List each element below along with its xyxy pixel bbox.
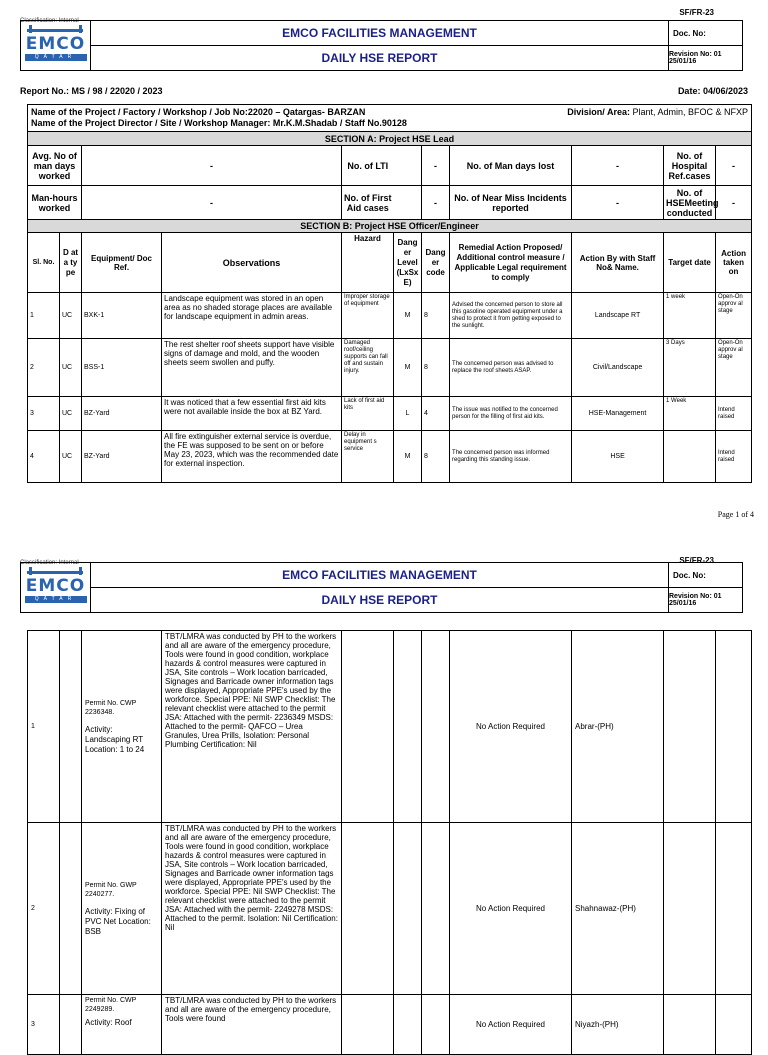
col-action-taken: Action taken on bbox=[716, 233, 752, 293]
table-row: 3 UC BZ-Yard It was noticed that a few essential first aid kits were not available inside the box at BZ Yard. Lack of first aid kits L 4 The issue was notified to the concerned person for the filling of first aid kits. HSE-Management 1 Week Intend raised bbox=[28, 397, 752, 431]
table-row: 3 Permit No. CWP 2249289. Activity: Roof TBT/LMRA was conducted by PH to the workers and all are aware of the emergency procedure, Tools were found No Action Required Niyazh-(PH) bbox=[28, 995, 752, 1055]
emco-logo-icon: EMCO QATAR bbox=[25, 23, 87, 63]
activity: Activity: Roof bbox=[85, 1018, 132, 1027]
table-row: 2 Permit No. GWP 2240277. Activity: Fixing of PVC Net Location: BSB TBT/LMRA was conducted by PH to the workers and all are aware of the emergency procedure, Tools were found in good condition, workplace hazards & control measures were captured in JSA, Site controls – Work location barricaded, Signages and Barricade owner information tags were displayed, Appropriate PPE's used by the workforce. Special PPE: Nil SWP Checklist: The relevant checklist were attached to the permit JSA: Attached with the permit- 2249278 MSDS: Attached to the permit. Isolation: Nil Certification: Nil No Action Required Shahnawaz-(PH) bbox=[28, 823, 752, 995]
report-header bbox=[20, 562, 743, 613]
permit-number: Permit No. CWP 2236348. bbox=[85, 699, 137, 716]
observation-text: TBT/LMRA was conducted by PH to the workers and all are aware of the emergency procedure, Tools were found in good condition, workplace hazards & control measures were captured in JSA, Site controls – Work location barricaded, Signages and Barricade owner information tags were displayed, Appropriate PPE's used by the workforce. Special PPE: Nil SWP Checklist: The relevant checklist were attached to the permit JSA: Attached with the permit- 2236349 MSDS: Attached to the permit- QAFCO – Urea Granules, Urea Prills, Isolation: Personal Plumbing Certification: Nil bbox=[162, 631, 342, 823]
col-hazard: Hazard bbox=[342, 233, 394, 293]
action-by: Abrar-(PH) bbox=[572, 631, 664, 823]
activity: Activity: Fixing of PVC Net Location: BSB bbox=[85, 906, 151, 936]
division-label: Division/ Area: bbox=[567, 107, 630, 117]
near-miss-value: - bbox=[572, 186, 664, 220]
action-by: Shahnawaz-(PH) bbox=[572, 823, 664, 995]
col-equipment: Equipment/ Doc Ref. bbox=[82, 233, 162, 293]
report-number: Report No.: MS / 98 / 22020 / 2023 bbox=[20, 86, 163, 96]
company-logo bbox=[21, 21, 91, 71]
permit-observations-table bbox=[27, 630, 752, 1055]
company-name: EMCO FACILITIES MANAGEMENT bbox=[91, 21, 669, 46]
hse-meeting-label: No. of HSEMeeting conducted bbox=[664, 186, 716, 220]
avg-man-days-value: - bbox=[82, 146, 342, 186]
emco-logo-icon: EMCO QATAR bbox=[25, 565, 87, 605]
doc-no-label: Doc. No: bbox=[669, 563, 743, 588]
division-value: Plant, Admin, BFOC & NFXP bbox=[632, 107, 749, 117]
col-action-by: Action By with Staff No& Name. bbox=[572, 233, 664, 293]
man-hours-label: Man-hours worked bbox=[28, 186, 82, 220]
revision-number: Revision No: 01 25/01/16 bbox=[669, 46, 743, 71]
man-days-lost-label: No. of Man days lost bbox=[450, 146, 572, 186]
col-remedial: Remedial Action Proposed/ Additional control measure / Applicable Legal requirement to comply bbox=[450, 233, 572, 293]
action-by: Niyazh-(PH) bbox=[572, 995, 664, 1055]
table-row: 1 UC BXK-1 Landscape equipment was stored in an open area as no shaded storage places are available for landscape equipment in admin areas. Improper storage of equipment M 8 Advised the concerned person to store all this gasoline operated equipment under a shed to protect it from getting exposed to the sunlight. Landscape RT 1 week Open-On approv al stage bbox=[28, 293, 752, 339]
company-name: EMCO FACILITIES MANAGEMENT bbox=[91, 563, 669, 588]
project-info bbox=[28, 105, 450, 132]
section-b-title: SECTION B: Project HSE Officer/Engineer bbox=[28, 220, 752, 233]
remedial-action: No Action Required bbox=[450, 995, 572, 1055]
col-danger-level: Dang er Level (LxSx E) bbox=[394, 233, 422, 293]
division-area bbox=[450, 105, 752, 132]
near-miss-label: No. of Near Miss Incidents reported bbox=[450, 186, 572, 220]
page-number: Page 1 of 4 bbox=[717, 510, 754, 519]
activity: Activity: Landscaping RT Location: 1 to 24 bbox=[85, 724, 145, 754]
table-row: 1 Permit No. CWP 2236348. Activity: Landscaping RT Location: 1 to 24 TBT/LMRA was conducted by PH to the workers and all are aware of the emergency procedure, Tools were found in good condition, workplace hazards & control measures were captured in JSA, Site controls – Work location barricaded, Signages and Barricade owner information tags were displayed, Appropriate PPE's used by the workforce. Special PPE: Nil SWP Checklist: The relevant checklist were attached to the permit JSA: Attached with the permit- 2236349 MSDS: Attached to the permit- QAFCO – Urea Granules, Urea Prills, Isolation: Personal Plumbing Certification: Nil No Action Required Abrar-(PH) bbox=[28, 631, 752, 823]
remedial-action: No Action Required bbox=[450, 823, 572, 995]
report-title: DAILY HSE REPORT bbox=[91, 588, 669, 613]
hse-meeting-value: - bbox=[716, 186, 752, 220]
classification-label: Classification: Internal bbox=[20, 18, 79, 24]
col-observations: Observations bbox=[162, 233, 342, 293]
project-director: Name of the Project Director / Site / Workshop Manager: Mr.K.M.Shadab / Staff No.90128 bbox=[31, 118, 407, 128]
observation-text: TBT/LMRA was conducted by PH to the workers and all are aware of the emergency procedure, Tools were found in good condition, workplace hazards & control measures were captured in JSA, Site controls – Work location barricaded, Signages and Barricade owner information tags were displayed, Appropriate PPE's used by the workforce. Special PPE: Nil SWP Checklist: The relevant checklist were attached to the permit JSA: Attached with the permit- 2249278 MSDS: Attached to the permit. Isolation: Nil Certification: Nil bbox=[162, 823, 342, 995]
report-date: Date: 04/06/2023 bbox=[677, 86, 748, 96]
remedial-action: No Action Required bbox=[450, 631, 572, 823]
permit-number: Permit No. GWP 2240277. bbox=[85, 881, 137, 898]
doc-no-label: Doc. No: bbox=[669, 21, 743, 46]
permit-number: Permit No. CWP 2249289. bbox=[85, 997, 137, 1013]
col-danger-code: Dang er code bbox=[422, 233, 450, 293]
report-title: DAILY HSE REPORT bbox=[91, 46, 669, 71]
hospital-value: - bbox=[716, 146, 752, 186]
first-aid-label: No. of First Aid cases bbox=[342, 186, 394, 220]
man-hours-value: - bbox=[82, 186, 342, 220]
classification-label: Classification: Internal bbox=[20, 560, 79, 566]
first-aid-value bbox=[394, 186, 422, 220]
section-a-title: SECTION A: Project HSE Lead bbox=[28, 132, 752, 146]
hse-report-table: Name of the Project / Factory / Workshop / Job No:22020 – Qatargas- BARZAN Name of the Project Director / Site / Workshop Manager: Mr.K.M.Shadab / Staff No.90128 Division/ Area: Plant, Admin, BFOC & NFXP SECTION A: Project HSE Lead Avg. No of man days worked - No. of LTI - No. of Man days lost - No. of Hospital Ref.cases - Man-hours worked - No. of First Aid cases - No. of Near Miss Incidents reported - No. of HSEMeeting conducted - SECTION B: Project HSE Officer/Engineer Sl. No. D at a ty pe Equipment/ Doc Ref. Observations Hazard Dang er Level (LxSx E) Dang er code Remedial Action Proposed/ Additional control measure / Applicable Legal requirement to comply Action By with Staff No& Name. Target date Action taken on 1 UC BXK-1 Landscape equipment was stored in an open area as no shaded storage places are available for landscape equipment in admin areas. Improper storage of equipment M 8 Advised the concerned person to store all this gasoline operated equipment under a shed to protect it from getting exposed to the sunlight. Landscape RT 1 week Open-On approv al stage 2 UC BSS-1 The rest shelter roof sheets support have visible signs of damage and mold, and the wooden sheets seem swollen and puffy. Damaged roof/ceiling supports can fall off and sustain injury. M 8 The concerned person was advised to replace the roof sheets ASAP. Civil/Landscape 3 Days Open-On approv al stage 3 UC BZ-Yard It was noticed that a few essential first aid kits were not available inside the box at BZ Yard. Lack of first aid kits L 4 The issue was notified to the concerned person for the filling of first aid kits. HSE-Management 1 Week Intend raised 4 UC BZ-Yard All fire extinguisher external service is overdue, the FE was supposed to be sent on or before May 23, 2023, which was the recommended date for external inspection. Delay in equipment s service M 8 The concerned person was informed regarding this standing issue. HSE Intend raised bbox=[27, 104, 752, 483]
report-info-line bbox=[20, 86, 748, 96]
lti-label: No. of LTI bbox=[342, 146, 394, 186]
col-sl-no: Sl. No. bbox=[28, 233, 60, 293]
avg-man-days-label: Avg. No of man days worked bbox=[28, 146, 82, 186]
form-code: SF/FR-23 bbox=[679, 8, 714, 17]
revision-number: Revision No: 01 25/01/16 bbox=[669, 588, 743, 613]
man-days-lost-value: - bbox=[572, 146, 664, 186]
table-row: 4 UC BZ-Yard All fire extinguisher external service is overdue, the FE was supposed to be sent on or before May 23, 2023, which was the recommended date for external inspection. Delay in equipment s service M 8 The concerned person was informed regarding this standing issue. HSE Intend raised bbox=[28, 431, 752, 483]
project-name: Name of the Project / Factory / Workshop / Job No:22020 – Qatargas- BARZAN bbox=[31, 107, 366, 117]
report-header bbox=[20, 20, 743, 71]
company-logo bbox=[21, 563, 91, 613]
observation-text: TBT/LMRA was conducted by PH to the workers and all are aware of the emergency procedure, Tools were found bbox=[162, 995, 342, 1055]
hospital-label: No. of Hospital Ref.cases bbox=[664, 146, 716, 186]
report-page-2 bbox=[0, 556, 768, 1029]
col-data-type: D at a ty pe bbox=[60, 233, 82, 293]
lti-value bbox=[394, 146, 422, 186]
col-target-date: Target date bbox=[664, 233, 716, 293]
table-row: 2 UC BSS-1 The rest shelter roof sheets support have visible signs of damage and mold, and the wooden sheets seem swollen and puffy. Damaged roof/ceiling supports can fall off and sustain injury. M 8 The concerned person was advised to replace the roof sheets ASAP. Civil/Landscape 3 Days Open-On approv al stage bbox=[28, 339, 752, 397]
form-code: SF/FR-23 bbox=[679, 556, 714, 565]
